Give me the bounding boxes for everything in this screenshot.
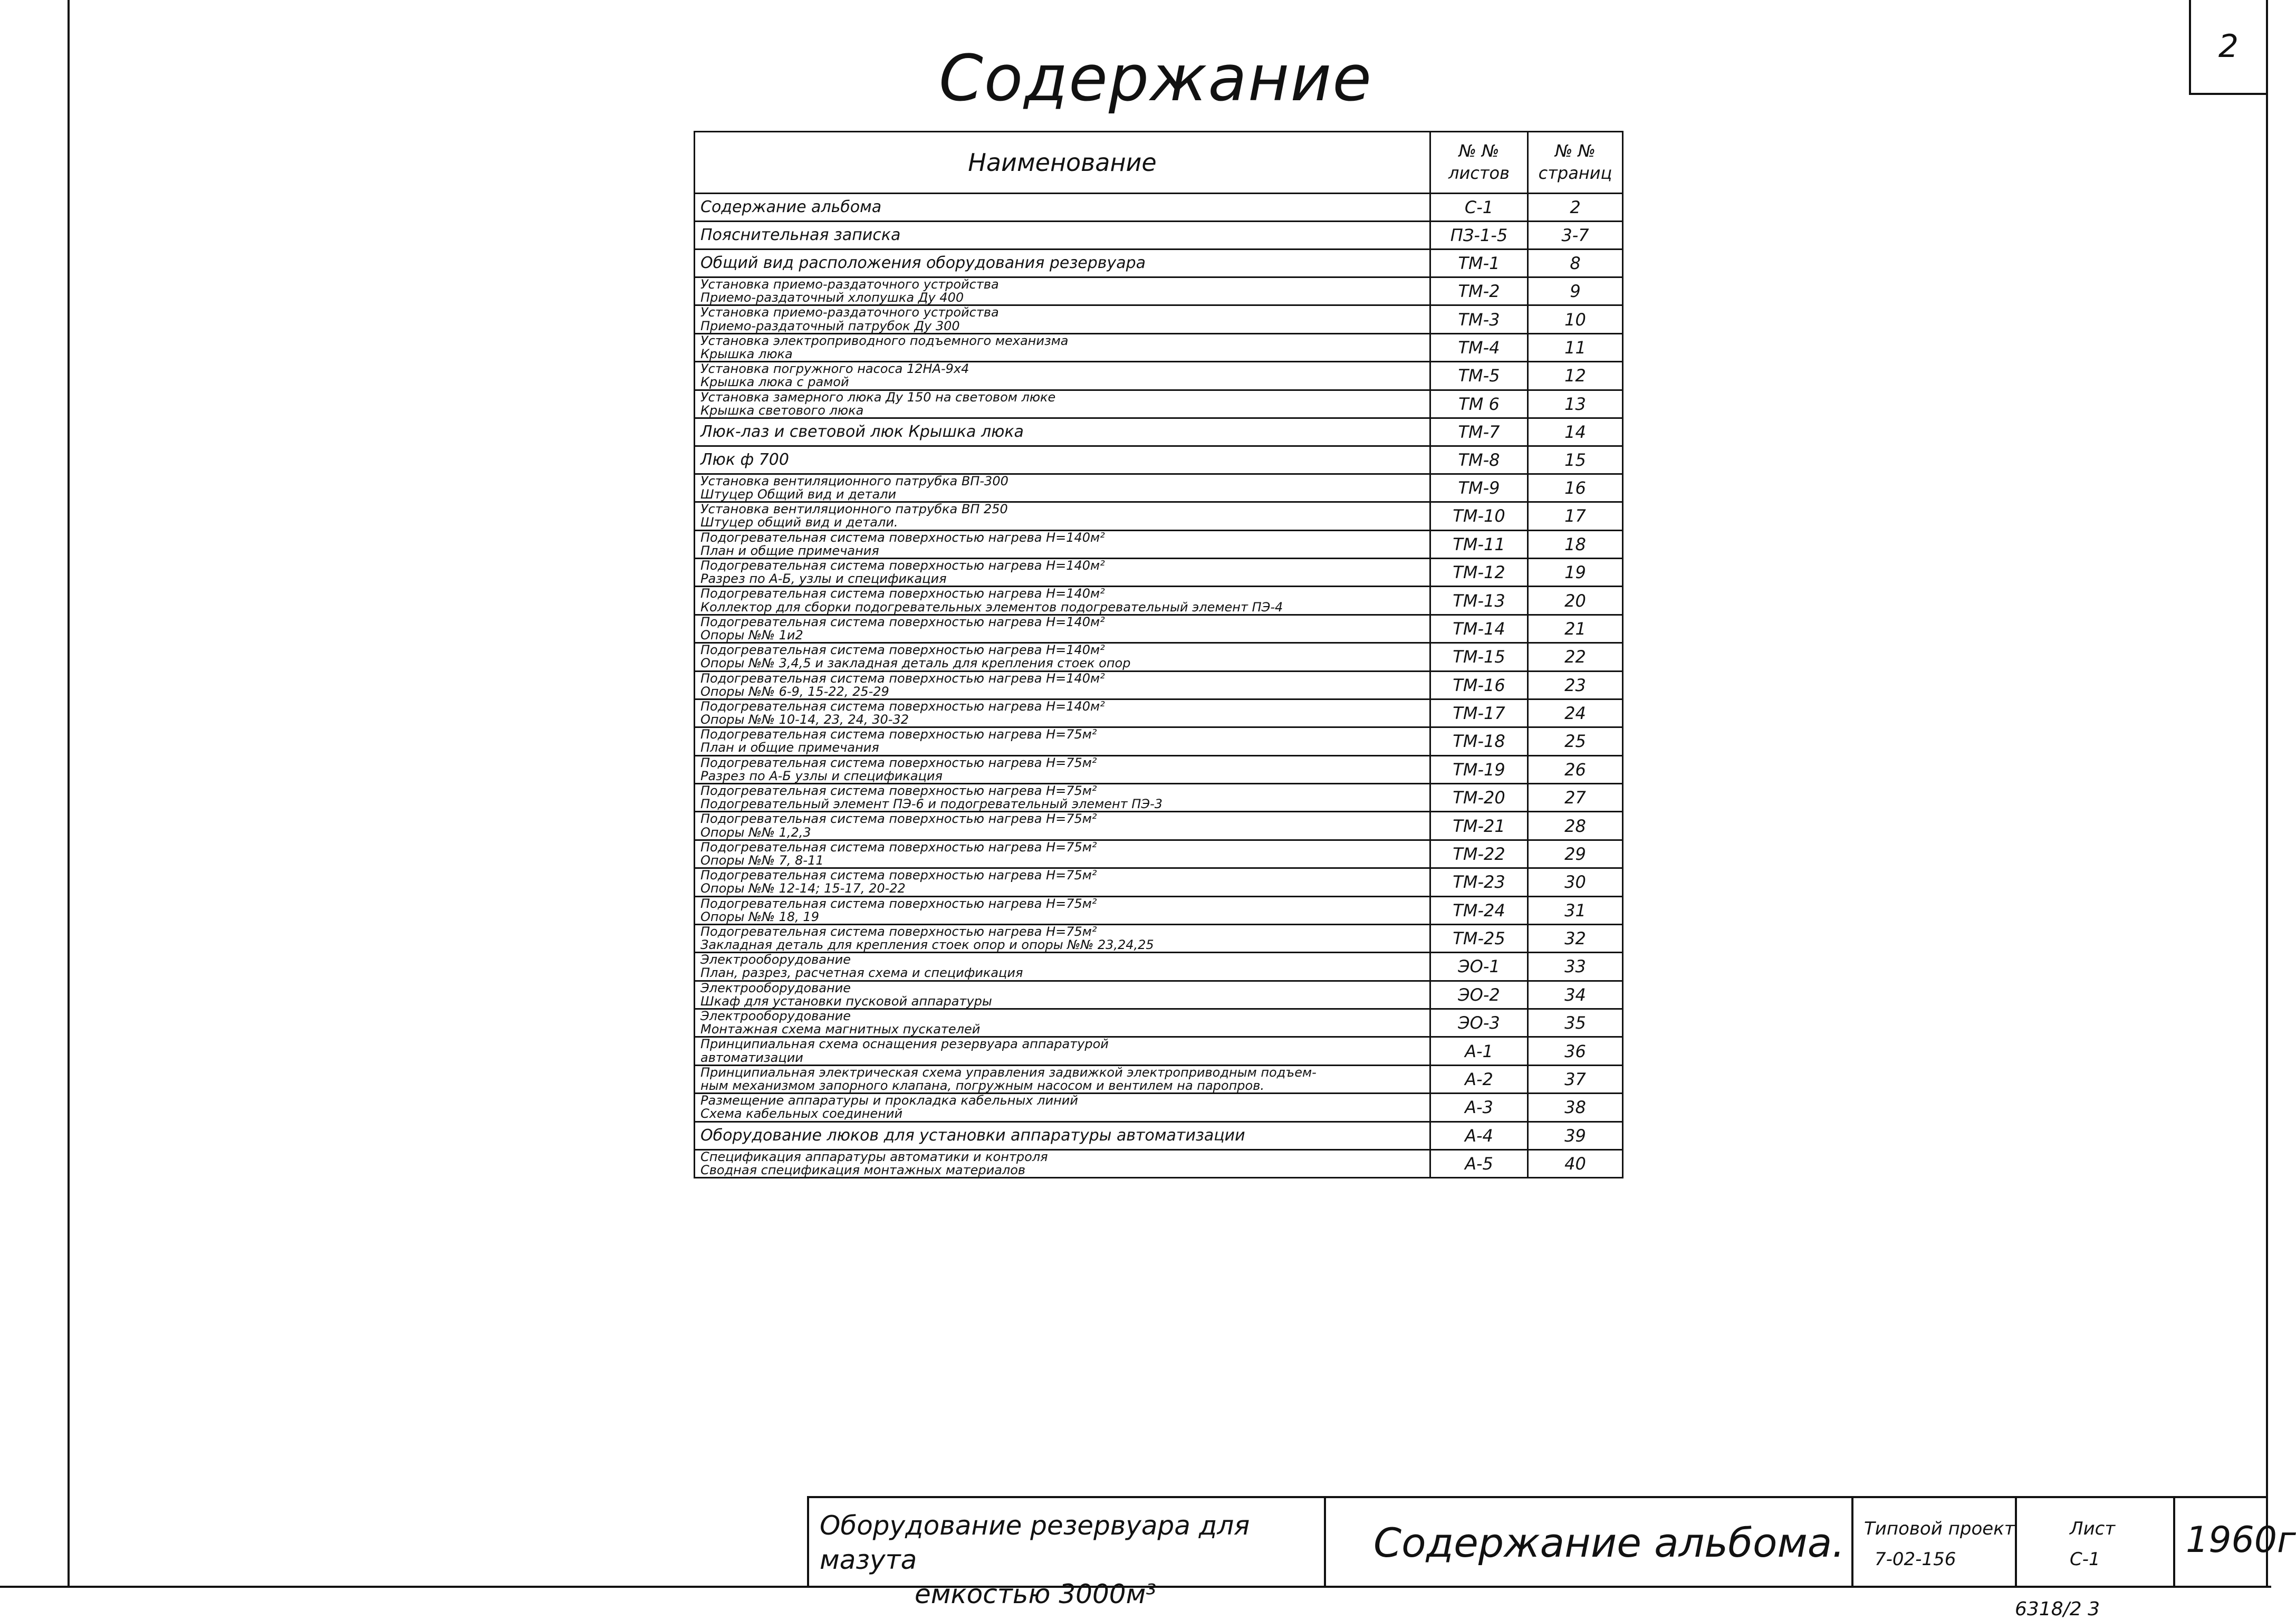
table-row bbox=[695, 1094, 1623, 1121]
row-page-number: 28 bbox=[1528, 812, 1623, 840]
row-sheet-number: ЭО-2 bbox=[1430, 981, 1528, 1009]
row-page-number: 27 bbox=[1528, 784, 1623, 812]
row-page-number: 15 bbox=[1528, 446, 1623, 474]
row-sheet-number: ТМ-4 bbox=[1430, 333, 1528, 361]
header-name: Наименование bbox=[695, 132, 1430, 194]
row-name-line: Установка электроприводного подъемного механизма bbox=[700, 333, 1069, 348]
row-page-number: 20 bbox=[1528, 587, 1623, 615]
table-row bbox=[695, 1149, 1623, 1177]
row-name bbox=[695, 924, 1430, 952]
table-row bbox=[695, 671, 1623, 699]
row-sheet-number: ТМ-22 bbox=[1430, 840, 1528, 868]
page-number-box bbox=[2189, 0, 2266, 95]
row-name-line: Подогревательная система поверхностью нагрева Н=140м² bbox=[700, 614, 1105, 629]
type-project-value: 7-02-156 bbox=[1875, 1548, 1956, 1570]
row-sheet-number: ТМ-20 bbox=[1430, 784, 1528, 812]
table-row bbox=[695, 812, 1623, 840]
row-name bbox=[695, 362, 1430, 390]
row-sheet-number: ТМ-23 bbox=[1430, 868, 1528, 896]
table-row bbox=[695, 502, 1623, 530]
header-sheets-line1: № № bbox=[1458, 141, 1500, 161]
row-name bbox=[695, 333, 1430, 361]
row-name bbox=[695, 755, 1430, 783]
type-project-text bbox=[1864, 1514, 2015, 1575]
row-page-number: 14 bbox=[1528, 418, 1623, 446]
row-name-line: Приемо-раздаточный хлопушка Ду 400 bbox=[700, 290, 964, 305]
sheet-label: Лист bbox=[2070, 1518, 2116, 1539]
row-name bbox=[695, 784, 1430, 812]
row-sheet-number: ТМ-19 bbox=[1430, 755, 1528, 783]
row-name-line: Крышка люка с рамой bbox=[700, 375, 849, 390]
row-name bbox=[695, 1009, 1430, 1037]
page-number: 2 bbox=[2218, 28, 2239, 65]
title-block-project bbox=[809, 1498, 1326, 1609]
row-name-line: Принципиальная схема оснащения резервуара аппаратурой bbox=[700, 1037, 1109, 1052]
row-name-line: Разрез по А-Б, узлы и спецификация bbox=[700, 571, 947, 587]
row-name-line: Крышка люка bbox=[700, 346, 793, 361]
row-name-line: Спецификация аппаратуры автоматики и контроля bbox=[700, 1149, 1048, 1164]
row-name-line: Содержание альбома bbox=[700, 198, 882, 217]
row-name-line: Опоры №№ 12-14; 15-17, 20-22 bbox=[700, 881, 906, 896]
album-title: Содержание альбома. bbox=[1373, 1519, 1845, 1566]
row-page-number: 34 bbox=[1528, 981, 1623, 1009]
row-page-number: 36 bbox=[1528, 1037, 1623, 1065]
row-name-line: Опоры №№ 1и2 bbox=[700, 627, 803, 643]
project-title-line2: емкостью 3000м³ bbox=[915, 1579, 1157, 1609]
row-name bbox=[695, 1037, 1430, 1065]
row-sheet-number: С-1 bbox=[1430, 194, 1528, 222]
row-sheet-number: ТМ-1 bbox=[1430, 250, 1528, 277]
table-row bbox=[695, 1037, 1623, 1065]
row-name bbox=[695, 981, 1430, 1009]
row-name-line: План и общие примечания bbox=[700, 740, 879, 755]
row-sheet-number: А-1 bbox=[1430, 1037, 1528, 1065]
table-row bbox=[695, 333, 1623, 361]
row-page-number: 29 bbox=[1528, 840, 1623, 868]
row-page-number: 24 bbox=[1528, 699, 1623, 727]
row-sheet-number: ТМ-10 bbox=[1430, 502, 1528, 530]
table-row bbox=[695, 277, 1623, 305]
row-sheet-number: ТМ-18 bbox=[1430, 727, 1528, 755]
row-name bbox=[695, 222, 1430, 250]
row-page-number: 21 bbox=[1528, 615, 1623, 643]
row-name-line: Люк ф 700 bbox=[700, 450, 789, 469]
row-page-number: 32 bbox=[1528, 924, 1623, 952]
row-sheet-number: ЭО-1 bbox=[1430, 953, 1528, 981]
row-name-line: Пояснительная записка bbox=[700, 226, 901, 245]
row-page-number: 39 bbox=[1528, 1121, 1623, 1149]
row-sheet-number: ТМ-17 bbox=[1430, 699, 1528, 727]
row-sheet-number: А-5 bbox=[1430, 1149, 1528, 1177]
row-page-number: 10 bbox=[1528, 305, 1623, 333]
row-name-line: Подогревательная система поверхностью нагрева Н=75м² bbox=[700, 783, 1097, 798]
project-title-line1: Оборудование резервуара для мазута bbox=[820, 1510, 1250, 1575]
title-block-album bbox=[1326, 1498, 1853, 1586]
row-sheet-number: ТМ-8 bbox=[1430, 446, 1528, 474]
table-row bbox=[695, 418, 1623, 446]
table-row bbox=[695, 896, 1623, 924]
row-sheet-number: ТМ-16 bbox=[1430, 671, 1528, 699]
row-name bbox=[695, 1094, 1430, 1121]
table-row bbox=[695, 305, 1623, 333]
row-sheet-number: А-2 bbox=[1430, 1065, 1528, 1093]
row-name bbox=[695, 502, 1430, 530]
row-name-line: Подогревательная система поверхностью нагрева Н=75м² bbox=[700, 727, 1097, 742]
row-name-line: Крышка светового люка bbox=[700, 402, 864, 418]
row-sheet-number: ТМ-11 bbox=[1430, 530, 1528, 558]
row-name bbox=[695, 587, 1430, 615]
table-row bbox=[695, 953, 1623, 981]
row-name bbox=[695, 953, 1430, 981]
row-name-line: Подогревательный элемент ПЭ-6 и подогревательный элемент ПЭ-3 bbox=[700, 797, 1163, 812]
sheet-text bbox=[2070, 1514, 2115, 1575]
row-page-number: 33 bbox=[1528, 953, 1623, 981]
header-sheets-line2: листов bbox=[1448, 163, 1510, 183]
row-name-line: Электрооборудование bbox=[700, 952, 851, 967]
row-name-line: Установка замерного люка Ду 150 на световом люке bbox=[700, 389, 1056, 405]
row-name-line: Подогревательная система поверхностью нагрева Н=140м² bbox=[700, 670, 1105, 686]
row-sheet-number: ТМ-24 bbox=[1430, 896, 1528, 924]
row-name bbox=[695, 559, 1430, 587]
table-row bbox=[695, 250, 1623, 277]
row-page-number: 17 bbox=[1528, 502, 1623, 530]
row-sheet-number: ТМ-21 bbox=[1430, 812, 1528, 840]
row-page-number: 38 bbox=[1528, 1094, 1623, 1121]
row-sheet-number: ТМ-2 bbox=[1430, 277, 1528, 305]
row-page-number: 12 bbox=[1528, 362, 1623, 390]
row-name-line: Подогревательная система поверхностью нагрева Н=75м² bbox=[700, 839, 1097, 855]
row-page-number: 3-7 bbox=[1528, 222, 1623, 250]
row-name-line: Подогревательная система поверхностью нагрева Н=140м² bbox=[700, 586, 1105, 601]
row-name-line: Опоры №№ 3,4,5 и закладная деталь для крепления стоек опор bbox=[700, 656, 1131, 671]
table-header-row bbox=[695, 132, 1623, 194]
row-name-line: Сводная спецификация монтажных материалов bbox=[700, 1162, 1026, 1177]
table-row bbox=[695, 559, 1623, 587]
row-name bbox=[695, 812, 1430, 840]
row-sheet-number: ТМ-14 bbox=[1430, 615, 1528, 643]
table-row bbox=[695, 222, 1623, 250]
row-name bbox=[695, 671, 1430, 699]
row-name-line: Коллектор для сборки подогревательных элементов подогревательный элемент ПЭ-4 bbox=[700, 599, 1283, 615]
row-name-line: Штуцер Общий вид и детали bbox=[700, 487, 897, 502]
row-name-line: Электрооборудование bbox=[700, 1009, 851, 1023]
row-name-line: Приемо-раздаточный патрубок Ду 300 bbox=[700, 318, 960, 333]
row-sheet-number: ТМ-13 bbox=[1430, 587, 1528, 615]
row-name-line: Опоры №№ 18, 19 bbox=[700, 909, 819, 924]
row-name-line: Установка вентиляционного патрубка ВП 250 bbox=[700, 502, 1008, 517]
page-title: Содержание bbox=[939, 42, 1373, 116]
table-row bbox=[695, 587, 1623, 615]
row-name bbox=[695, 1065, 1430, 1093]
row-name bbox=[695, 446, 1430, 474]
row-page-number: 9 bbox=[1528, 277, 1623, 305]
row-name bbox=[695, 418, 1430, 446]
table-row bbox=[695, 530, 1623, 558]
table-row bbox=[695, 615, 1623, 643]
row-sheet-number: А-3 bbox=[1430, 1094, 1528, 1121]
row-name-line: Общий вид расположения оборудования резервуара bbox=[700, 254, 1146, 273]
row-name-line: Шкаф для установки пусковой аппаратуры bbox=[700, 993, 992, 1009]
row-name bbox=[695, 727, 1430, 755]
row-name bbox=[695, 1121, 1430, 1149]
header-pages-line1: № № bbox=[1555, 141, 1596, 161]
row-sheet-number: А-4 bbox=[1430, 1121, 1528, 1149]
row-sheet-number: ЭО-3 bbox=[1430, 1009, 1528, 1037]
row-sheet-number: ТМ-12 bbox=[1430, 559, 1528, 587]
row-sheet-number: ТМ-9 bbox=[1430, 474, 1528, 502]
title-block-year bbox=[2175, 1498, 2296, 1586]
title-block-sheet bbox=[2017, 1498, 2175, 1586]
row-sheet-number: ТМ-3 bbox=[1430, 305, 1528, 333]
row-name-line: Разрез по А-Б узлы и спецификация bbox=[700, 768, 943, 783]
row-sheet-number: ТМ-25 bbox=[1430, 924, 1528, 952]
table-row bbox=[695, 1121, 1623, 1149]
row-name bbox=[695, 474, 1430, 502]
row-sheet-number: ПЗ-1-5 bbox=[1430, 222, 1528, 250]
row-page-number: 13 bbox=[1528, 390, 1623, 418]
header-pages bbox=[1528, 132, 1623, 194]
row-name-line: Закладная деталь для крепления стоек опор и опоры №№ 23,24,25 bbox=[700, 937, 1154, 953]
project-title bbox=[820, 1509, 1324, 1612]
table-row bbox=[695, 362, 1623, 390]
row-name bbox=[695, 615, 1430, 643]
row-page-number: 35 bbox=[1528, 1009, 1623, 1037]
title-block-type-project bbox=[1853, 1498, 2017, 1586]
row-name-line: Монтажная схема магнитных пускателей bbox=[700, 1022, 981, 1037]
table-row bbox=[695, 1009, 1623, 1037]
table-row bbox=[695, 474, 1623, 502]
row-name-line: Подогревательная система поверхностью нагрева Н=140м² bbox=[700, 698, 1105, 714]
row-name bbox=[695, 1149, 1430, 1177]
row-sheet-number: ТМ 6 bbox=[1430, 390, 1528, 418]
table-row bbox=[695, 390, 1623, 418]
table-row bbox=[695, 868, 1623, 896]
row-name-line: Опоры №№ 10-14, 23, 24, 30-32 bbox=[700, 712, 909, 727]
row-page-number: 2 bbox=[1528, 194, 1623, 222]
table-row bbox=[695, 727, 1623, 755]
row-name bbox=[695, 250, 1430, 277]
row-name-line: Установка приемо-раздаточного устройства bbox=[700, 277, 999, 292]
row-name-line: Электрооборудование bbox=[700, 980, 851, 995]
row-name bbox=[695, 390, 1430, 418]
row-name-line: автоматизации bbox=[700, 1050, 803, 1065]
row-page-number: 18 bbox=[1528, 530, 1623, 558]
row-name bbox=[695, 699, 1430, 727]
row-page-number: 11 bbox=[1528, 333, 1623, 361]
row-page-number: 30 bbox=[1528, 868, 1623, 896]
row-page-number: 37 bbox=[1528, 1065, 1623, 1093]
frame-right-border bbox=[2266, 0, 2268, 1588]
row-name bbox=[695, 868, 1430, 896]
row-name-line: Опоры №№ 7, 8-11 bbox=[700, 852, 824, 868]
row-name-line: Установка погружного насоса 12НА-9х4 bbox=[700, 361, 969, 377]
row-name-line: План, разрез, расчетная схема и спецификация bbox=[700, 965, 1023, 981]
row-name-line: Подогревательная система поверхностью нагрева Н=75м² bbox=[700, 755, 1097, 770]
row-page-number: 31 bbox=[1528, 896, 1623, 924]
row-name bbox=[695, 896, 1430, 924]
row-name bbox=[695, 305, 1430, 333]
row-name-line: Люк-лаз и световой люк Крышка люка bbox=[700, 423, 1024, 442]
row-name-line: План и общие примечания bbox=[700, 543, 879, 558]
row-name-line: Размещение аппаратуры и прокладка кабельных линий bbox=[700, 1093, 1078, 1108]
row-name-line: Опоры №№ 6-9, 15-22, 25-29 bbox=[700, 684, 889, 699]
type-project-label: Типовой проект bbox=[1864, 1518, 2015, 1539]
row-name bbox=[695, 643, 1430, 671]
row-name-line: Подогревательная система поверхностью нагрева Н=140м² bbox=[700, 643, 1105, 658]
frame-left-border bbox=[68, 0, 70, 1588]
year: 1960г bbox=[2186, 1519, 2296, 1561]
sheet-value: С-1 bbox=[2070, 1548, 2100, 1570]
row-name bbox=[695, 530, 1430, 558]
row-page-number: 16 bbox=[1528, 474, 1623, 502]
row-page-number: 40 bbox=[1528, 1149, 1623, 1177]
row-name-line: Подогревательная система поверхностью нагрева Н=140м² bbox=[700, 530, 1105, 545]
row-name-line: Установка приемо-раздаточного устройства bbox=[700, 305, 999, 320]
row-page-number: 25 bbox=[1528, 727, 1623, 755]
table-row bbox=[695, 699, 1623, 727]
table-row bbox=[695, 784, 1623, 812]
row-name-line: Схема кабельных соединений bbox=[700, 1106, 903, 1121]
row-sheet-number: ТМ-15 bbox=[1430, 643, 1528, 671]
table-row bbox=[695, 755, 1623, 783]
table-row bbox=[695, 643, 1623, 671]
row-name-line: Штуцер общий вид и детали. bbox=[700, 515, 898, 530]
table-row bbox=[695, 924, 1623, 952]
row-sheet-number: ТМ-7 bbox=[1430, 418, 1528, 446]
row-name bbox=[695, 194, 1430, 222]
row-page-number: 8 bbox=[1528, 250, 1623, 277]
row-page-number: 19 bbox=[1528, 559, 1623, 587]
row-name-line: ным механизмом запорного клапана, погружным насосом и вентилем на паропров. bbox=[700, 1078, 1264, 1093]
row-name-line: Подогревательная система поверхностью нагрева Н=75м² bbox=[700, 896, 1097, 911]
archive-number: 6318/2 3 bbox=[2015, 1598, 2100, 1620]
row-name-line: Подогревательная система поверхностью нагрева Н=140м² bbox=[700, 558, 1105, 573]
table-row bbox=[695, 1065, 1623, 1093]
table-row bbox=[695, 981, 1623, 1009]
row-name-line: Подогревательная система поверхностью нагрева Н=75м² bbox=[700, 811, 1097, 827]
row-page-number: 23 bbox=[1528, 671, 1623, 699]
table-row bbox=[695, 446, 1623, 474]
row-page-number: 26 bbox=[1528, 755, 1623, 783]
contents-table bbox=[694, 131, 1623, 1178]
row-name-line: Подогревательная система поверхностью нагрева Н=75м² bbox=[700, 924, 1097, 939]
row-name-line: Принципиальная электрическая схема управления задвижкой электроприводным подъем- bbox=[700, 1065, 1317, 1080]
row-name-line: Подогревательная система поверхностью нагрева Н=75м² bbox=[700, 868, 1097, 883]
row-name bbox=[695, 840, 1430, 868]
row-name bbox=[695, 277, 1430, 305]
table-row bbox=[695, 194, 1623, 222]
table-row bbox=[695, 840, 1623, 868]
row-sheet-number: ТМ-5 bbox=[1430, 362, 1528, 390]
row-name-line: Установка вентиляционного патрубка ВП-300 bbox=[700, 473, 1008, 488]
header-sheets bbox=[1430, 132, 1528, 194]
row-page-number: 22 bbox=[1528, 643, 1623, 671]
row-name-line: Опоры №№ 1,2,3 bbox=[700, 825, 811, 840]
row-name-line: Оборудование люков для установки аппаратуры автоматизации bbox=[700, 1126, 1245, 1145]
header-pages-line2: страниц bbox=[1538, 163, 1612, 183]
